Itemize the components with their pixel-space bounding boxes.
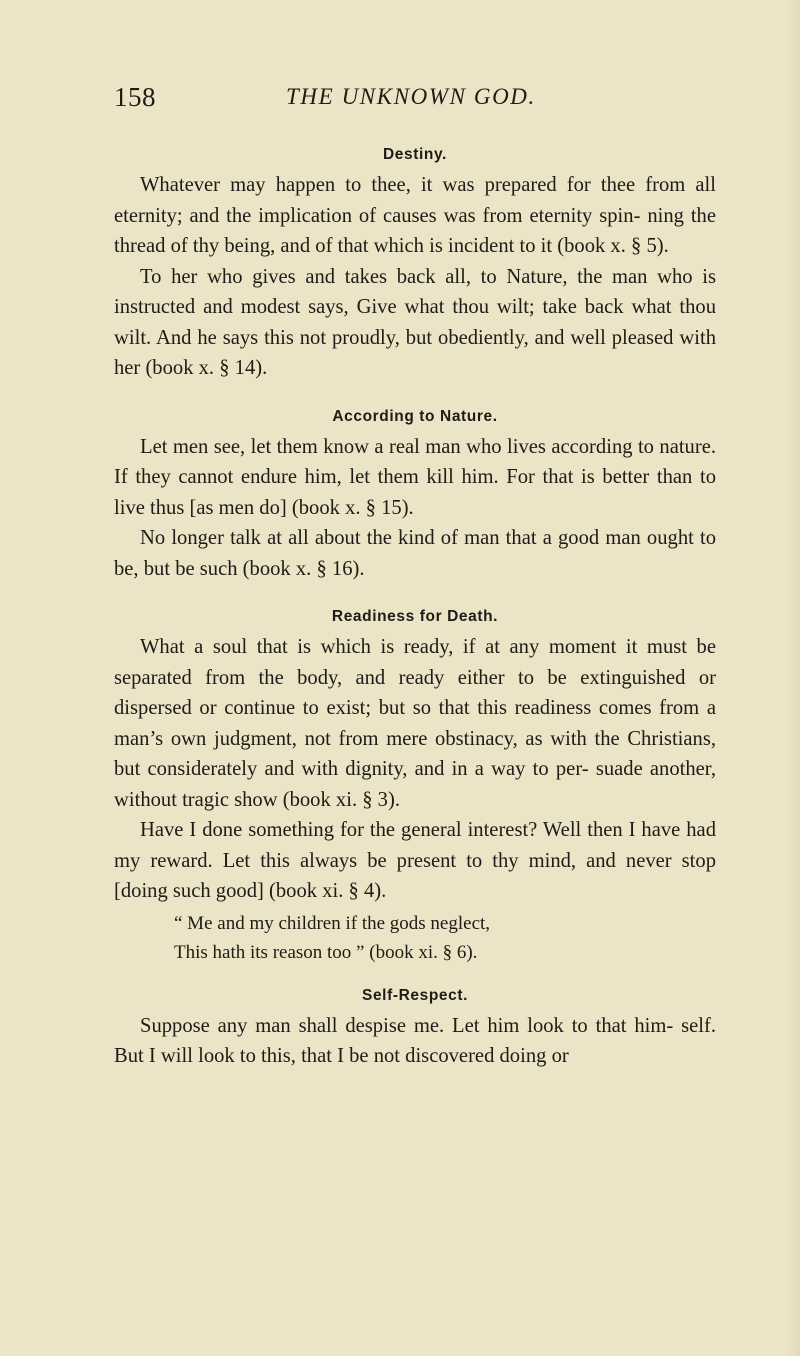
paragraph: Whatever may happen to thee, it was prepared for thee from all eternity; and the implication of causes was from eternity spin- ning the thread of thy being, and of that which is incident to it (book x. § 5). bbox=[114, 174, 716, 257]
verse-quote bbox=[114, 909, 716, 967]
paragraph: No longer talk at all about the kind of man that a good man ought to be, but be such (book x. § 16). bbox=[114, 527, 716, 580]
section-heading-destiny: Destiny. bbox=[383, 146, 447, 163]
page-body bbox=[114, 140, 716, 1072]
section-heading-according-to-nature: According to Nature. bbox=[332, 407, 498, 425]
section-heading-readiness-for-death: Readiness for Death. bbox=[331, 608, 499, 625]
paragraph: What a soul that is which is ready, if at any moment it must be separated from the body, and ready either to be extinguished or dispersed or continue to exist; but so that this readiness comes from a man’s own judgment, not from mere obstinacy, as with the Christians, but considerately and with dignity, and in a way to per- suade another, without tragic show (book xi. § 3). bbox=[114, 636, 716, 811]
page-number: 158 bbox=[114, 82, 156, 112]
paragraph: Have I done something for the general interest? Well then I have had my reward. Let this always be present to thy mind, and never stop [doing such good] (book xi. § 4). bbox=[114, 819, 716, 902]
paragraph: Let men see, let them know a real man who lives according to nature. If they cannot endure him, let them kill him. For that is better than to live thus [as men do] (book x. § 15). bbox=[114, 435, 716, 519]
verse-line: This hath its reason too ” (book xi. § 6). bbox=[174, 941, 478, 963]
paragraph: To her who gives and takes back all, to Nature, the man who is instructed and modest says, Give what thou wilt; take back what thou wilt. And he says this not proudly, but obediently, and well pleased with her (book x. § 14). bbox=[114, 265, 716, 379]
verse-line: “ Me and my children if the gods neglect, bbox=[174, 912, 491, 934]
paragraph: Suppose any man shall despise me. Let him look to that him- self. But I will look to this, that I be not discovered doing or bbox=[114, 1014, 716, 1067]
section-heading-self-respect: Self-Respect. bbox=[362, 986, 468, 1004]
running-title: THE UNKNOWN GOD. bbox=[286, 84, 536, 109]
running-head bbox=[114, 82, 714, 116]
page-edge bbox=[786, 0, 800, 1356]
